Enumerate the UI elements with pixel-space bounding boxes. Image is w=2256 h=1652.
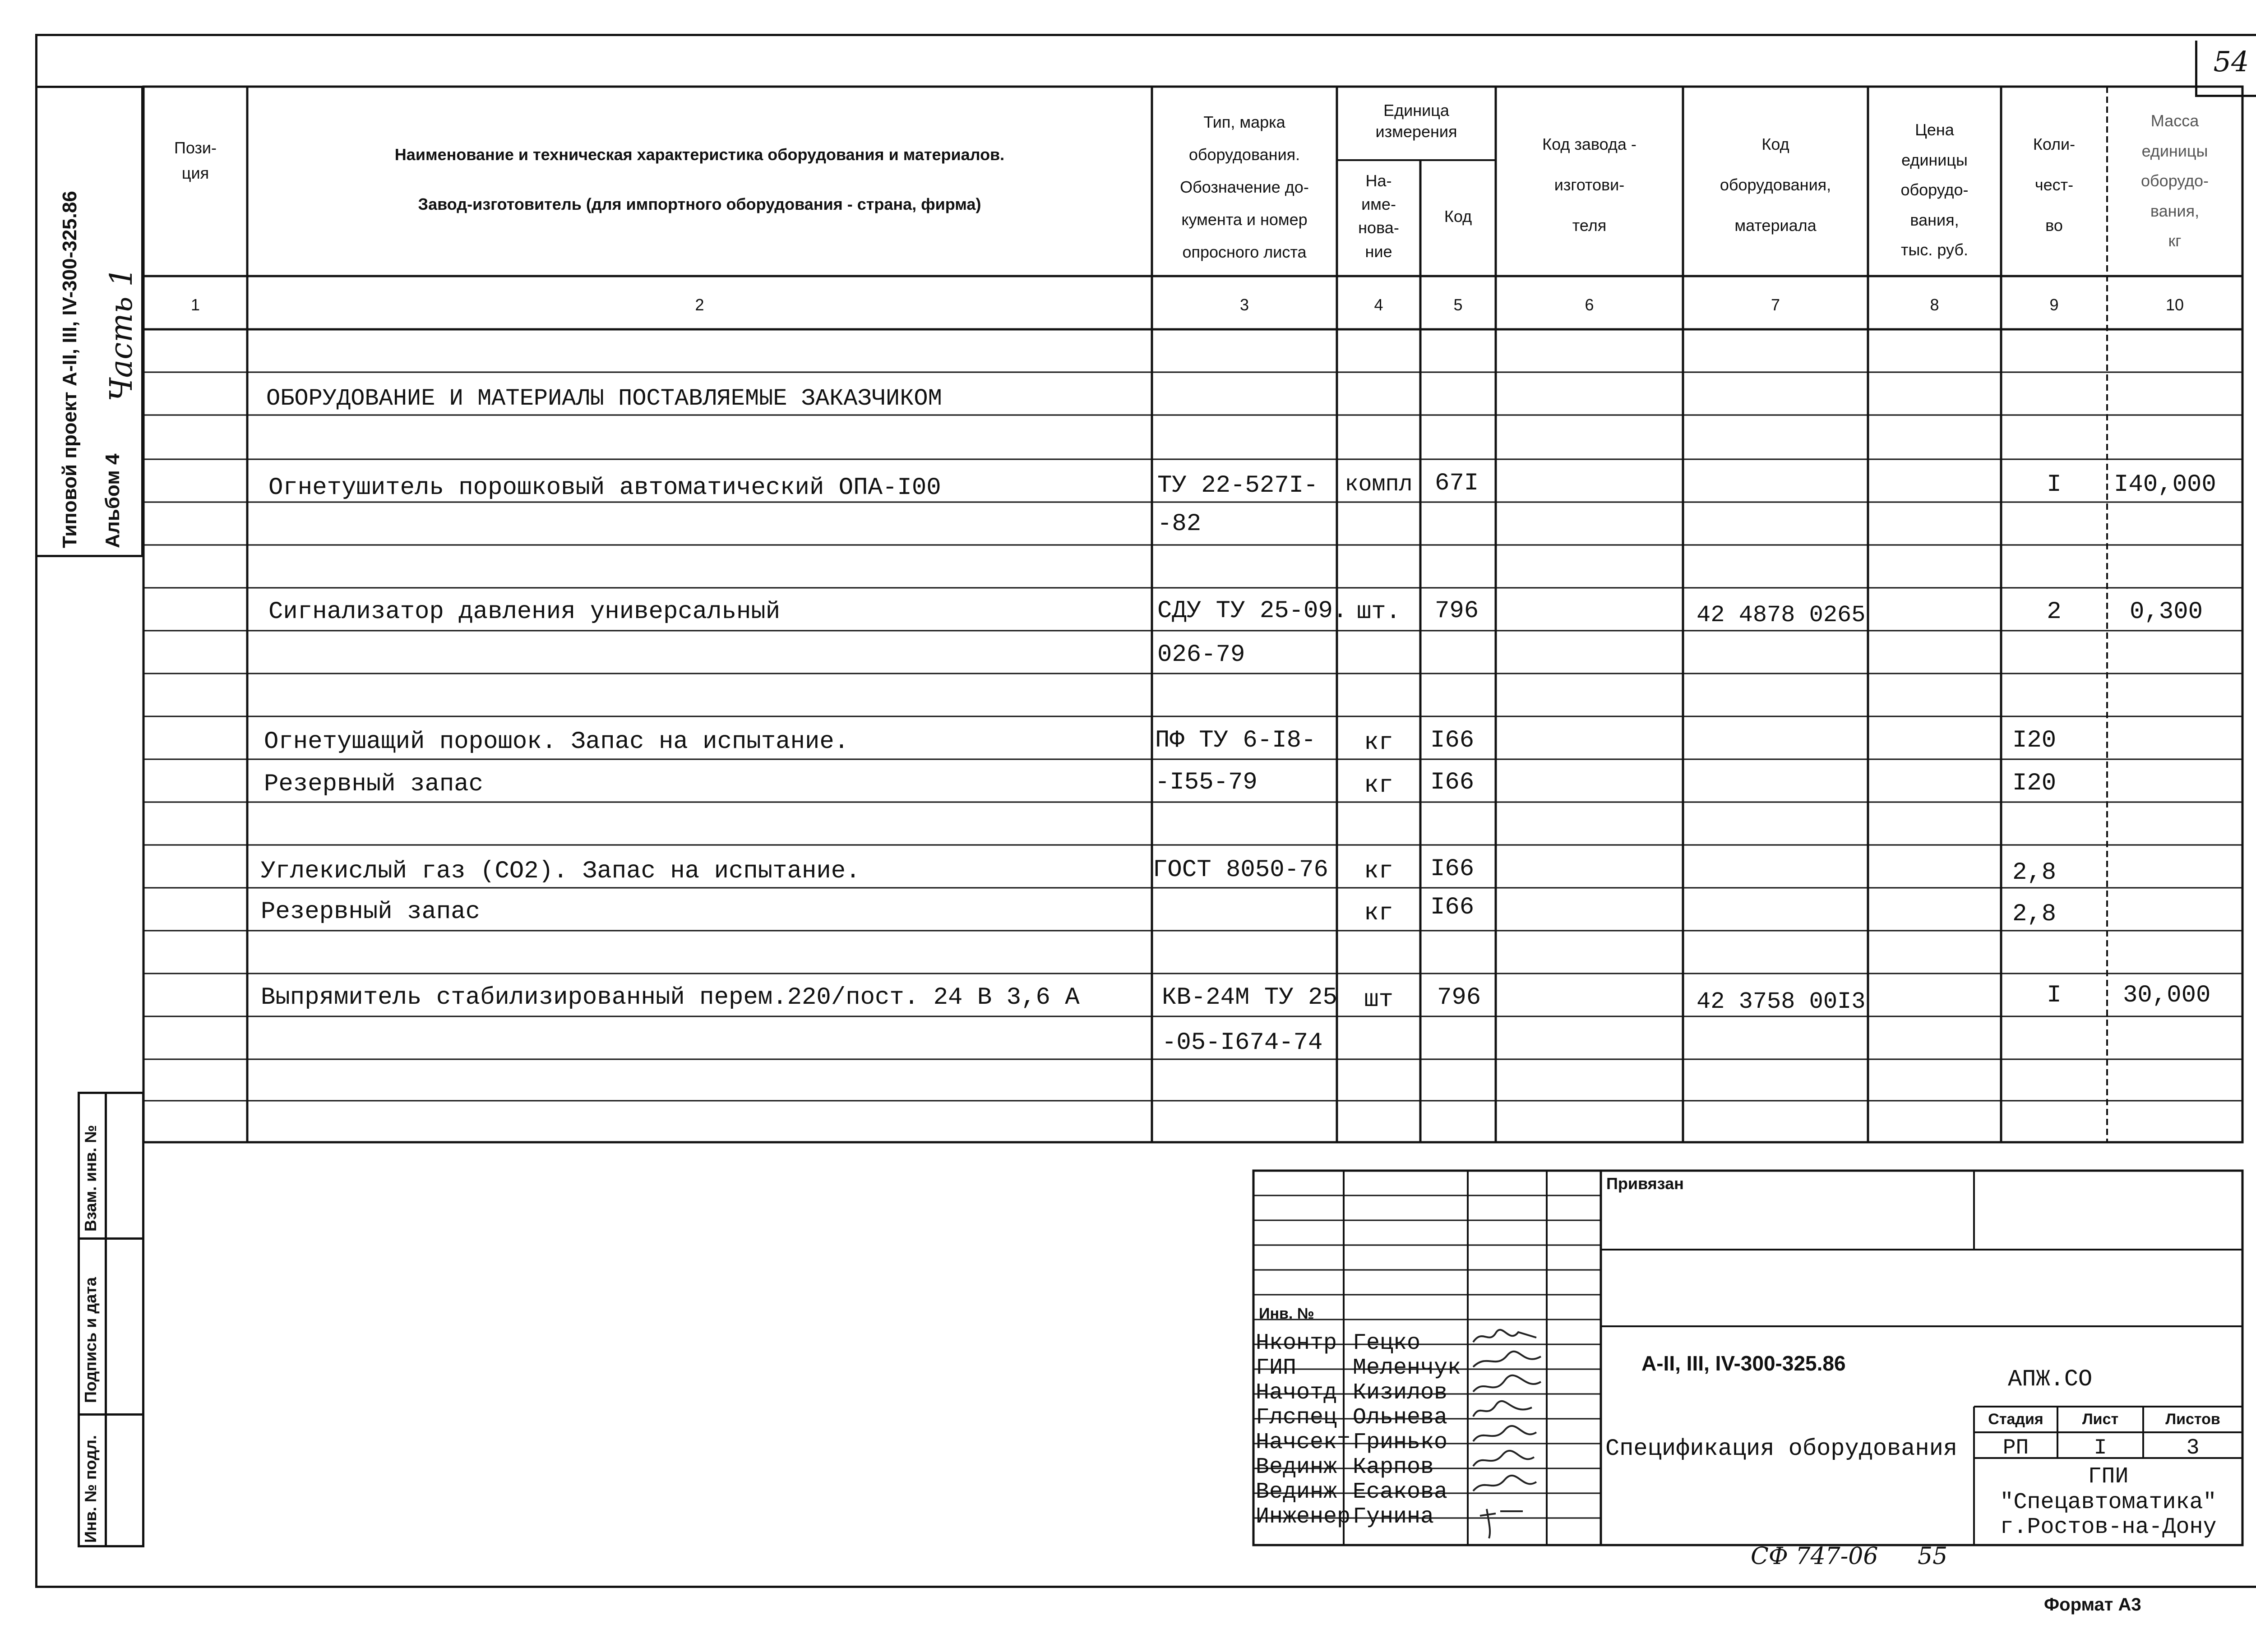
col-header-name: Наименование и техническая характеристика оборудования и материалов. [394,145,1005,164]
row-8-code: I66 [1430,894,1475,921]
footer-code: СФ 747-06 [1751,1543,1878,1570]
signature-scribbles [1469,1324,1545,1543]
format-label: Формат А3 [2044,1595,2141,1615]
col-header-factory-code: Код завода - изготови- теля [1542,135,1637,235]
stamp-name-7: Есакова [1353,1479,1448,1505]
row-9-material-code: 42 3758 00I3 [1697,988,1866,1015]
row-9-code: 796 [1437,984,1481,1011]
col-num-1: 1 [190,295,200,314]
row-9-type: КВ-24М ТУ 25 [1162,984,1337,1011]
side-box-inv: Инв. № подл. [81,1435,100,1543]
side-project: Типовой проект А-II, III, IV-300-325.86 [59,191,81,548]
stamp-role-7: Вединж [1256,1479,1337,1505]
footer-number: 55 [1918,1543,1948,1570]
row-7-code: I66 [1430,855,1475,883]
stamp-role-8: Инженер [1256,1504,1351,1530]
stamp-role-1: Нконтр [1256,1330,1337,1356]
stamp-stage-label: Стадия [1988,1411,2043,1428]
stamp-name-2: Меленчук [1353,1355,1461,1381]
row-10-type: -05-I674-74 [1162,1029,1323,1057]
side-box-signature: Подпись и дата [81,1277,100,1403]
side-box-replace: Взам. инв. № [81,1125,100,1232]
row-5-qty: I20 [2012,727,2057,754]
row-6-code: I66 [1430,769,1475,796]
row-2-type: -82 [1157,510,1202,538]
col-num-4: 4 [1374,295,1383,314]
row-8-unit: кг [1364,900,1393,927]
stamp-role-4: Глспец [1256,1405,1337,1431]
row-1-type: ТУ 22-527I- [1157,472,1318,499]
row-8-name: Резервный запас [261,898,481,926]
col-header-price: Цена единицы оборудо- вания, тыс. руб. [1900,120,1969,259]
row-3-unit: шт. [1356,598,1401,626]
row-6-qty: I20 [2012,770,2057,797]
stamp-sheet-label: Лист [2082,1411,2119,1428]
col-header-quantity: Коли- чест- во [2033,135,2076,235]
sheet-number: 54 [2213,45,2249,78]
row-6-unit: кг [1364,772,1393,799]
stamp-name-5: Гринько [1353,1430,1448,1455]
stamp-name-8: Гунина [1353,1504,1434,1530]
col-header-type: Тип, марка оборудования. Обозначение до- кумента и номер опросного листа [1180,113,1309,261]
row-3-code: 796 [1435,597,1479,625]
row-3-material-code: 42 4878 0265 [1697,602,1866,628]
row-7-qty: 2,8 [2012,859,2057,886]
col-header-unit-code: Код [1444,207,1472,226]
stamp-org-3: г.Ростов-на-Дону [2000,1514,2217,1540]
col-header-manufacturer: Завод-изготовитель (для импортного оборудования - страна, фирма) [418,195,981,213]
side-part: Часть 1 [104,267,139,401]
row-7-name: Углекислый газ (СО2). Запас на испытание. [261,858,860,885]
stamp-sheets: 3 [2186,1436,2200,1460]
row-5-unit: кг [1364,729,1393,757]
row-3-type: СДУ ТУ 25-09. [1157,597,1348,625]
stamp-name-4: Ольнева [1353,1405,1448,1431]
row-6-name: Резервный запас [264,771,484,798]
row-5-type: ПФ ТУ 6-I8- [1155,727,1316,754]
col-num-3: 3 [1239,295,1249,314]
row-9-mass: 30,000 [2123,982,2211,1009]
side-album: Альбом 4 [102,453,124,548]
row-1-name: Огнетушитель порошковый автоматический ОПА-I00 [268,474,941,502]
stamp-role-6: Вединж [1256,1454,1337,1480]
col-num-8: 8 [1930,295,1939,314]
col-header-position: Пози- ция [174,138,217,182]
section-title: ОБОРУДОВАНИЕ И МАТЕРИАЛЫ ПОСТАВЛЯЕМЫЕ ЗАКАЗЧИКОМ [266,385,942,412]
row-7-unit: кг [1364,858,1393,885]
row-4-type: 026-79 [1157,641,1245,669]
row-5-name: Огнетушащий порошок. Запас на испытание. [264,728,849,756]
stamp-title: Спецификация оборудования [1605,1435,1958,1462]
row-8-qty: 2,8 [2012,900,2057,928]
stamp-role-3: Начотд [1256,1380,1337,1406]
col-num-9: 9 [2049,295,2059,314]
row-6-type: -I55-79 [1155,769,1257,796]
stamp-doc-code: А-II, III, IV-300-325.86 [1641,1352,1846,1375]
col-num-2: 2 [695,295,704,314]
col-header-equipment-code: Код оборудования, материала [1720,135,1831,235]
stamp-name-6: Карпов [1353,1454,1434,1480]
row-3-qty: 2 [2047,598,2062,626]
stamp-bound-label: Привязан [1606,1174,1684,1193]
stamp-org-2: "Спецавтоматика" [2000,1490,2217,1515]
col-num-6: 6 [1585,295,1594,314]
row-3-mass: 0,300 [2130,598,2203,626]
col-num-10: 10 [2165,295,2184,314]
row-5-code: I66 [1430,727,1475,754]
row-3-name: Сигнализатор давления универсальный [268,598,781,626]
col-num-7: 7 [1771,295,1780,314]
row-1-qty: I [2047,471,2062,498]
row-9-qty: I [2047,982,2062,1009]
stamp-stage: РП [2002,1436,2029,1460]
stamp-name-1: Гецко [1353,1330,1421,1356]
col-header-mass: Масса единицы оборудо- вания, кг [2140,111,2209,250]
stamp-org-1: ГПИ [2088,1464,2129,1490]
row-1-unit: компл [1345,472,1413,498]
stamp-role-5: Начсект [1256,1430,1351,1455]
stamp-role-2: ГИП [1256,1355,1297,1381]
col-num-5: 5 [1453,295,1463,314]
row-9-unit: шт [1364,986,1393,1014]
stamp-sheet: I [2094,1436,2107,1460]
stamp-name-3: Кизилов [1353,1380,1448,1406]
stamp-sheets-label: Листов [2165,1411,2220,1428]
stamp-inv-label: Инв. № [1259,1305,1314,1322]
col-header-unit: Единица измерения [1375,101,1457,141]
row-7-type: ГОСТ 8050-76 [1153,856,1328,884]
row-9-name: Выпрямитель стабилизированный перем.220/пост. 24 В 3,6 А [261,984,1080,1011]
stamp-doc-mark: АПЖ.СО [2008,1366,2093,1393]
row-1-mass: I40,000 [2114,471,2216,498]
row-1-code: 67I [1435,470,1479,497]
col-header-unit-name: На- име- нова- ние [1358,171,1399,261]
